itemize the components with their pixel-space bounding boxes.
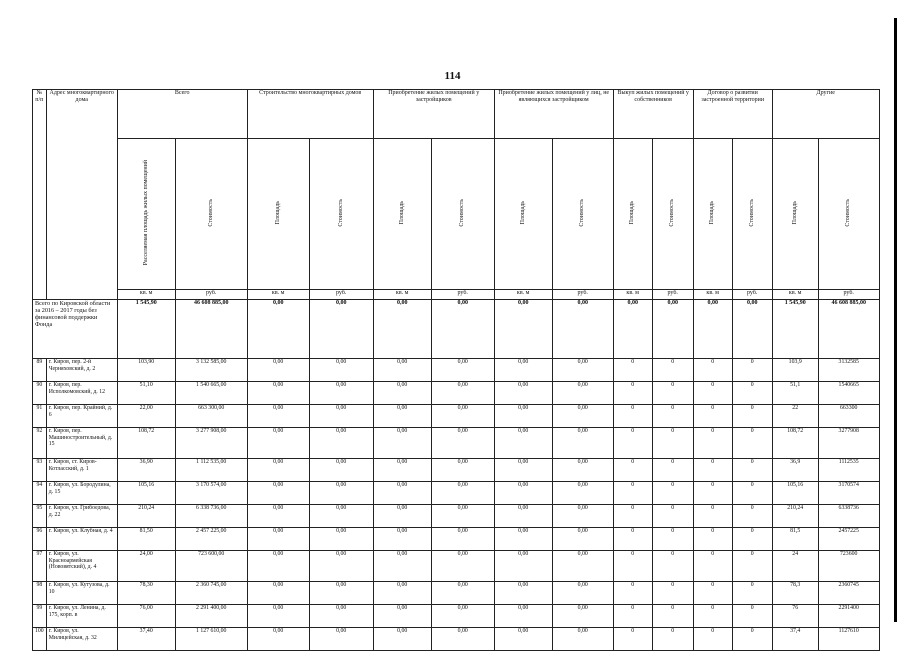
row-value: 0	[652, 459, 693, 482]
row-value: 0,00	[431, 605, 494, 628]
total-value: 0,00	[309, 300, 373, 359]
row-value: 663 300,00	[175, 405, 247, 428]
total-value: 0,00	[552, 300, 613, 359]
row-value: 0,00	[247, 482, 309, 505]
total-value: 1 545,90	[117, 300, 175, 359]
unit-rub: руб.	[552, 290, 613, 300]
row-address: г. Киров, ст. Киров-Котласский, д. 1	[46, 459, 117, 482]
row-value: 2 360 745,00	[175, 582, 247, 605]
row-number: 90	[33, 382, 47, 405]
row-value: 81,50	[117, 528, 175, 551]
row-value: 0,00	[494, 551, 552, 582]
row-value: 0,00	[373, 628, 431, 651]
row-address: г. Киров, пер. Машиностроительный, д. 15	[46, 428, 117, 459]
row-value: 24,00	[117, 551, 175, 582]
row-address: г. Киров, ул. Кутузова, д. 10	[46, 582, 117, 605]
row-value: 0	[693, 551, 732, 582]
row-value: 0,00	[494, 382, 552, 405]
row-value: 1112535	[818, 459, 879, 482]
subheader-area: Площадь	[398, 200, 405, 225]
header-row-units	[33, 290, 880, 300]
total-value: 46 608 885,00	[175, 300, 247, 359]
subheader-cost: Стоимость	[669, 198, 676, 227]
subheader-cost: Стоимость	[337, 198, 344, 227]
header-no: № п/п	[33, 90, 47, 300]
row-value: 2 457 225,00	[175, 528, 247, 551]
unit-rub: руб.	[732, 290, 772, 300]
row-value: 2360745	[818, 582, 879, 605]
row-value: 0	[613, 359, 652, 382]
row-value: 51,10	[117, 382, 175, 405]
row-address: г. Киров, ул. Грибоедова, д. 22	[46, 505, 117, 528]
row-value: 0	[693, 359, 732, 382]
row-value: 3170574	[818, 482, 879, 505]
row-value: 0,00	[431, 582, 494, 605]
row-value: 0,00	[309, 482, 373, 505]
table-row	[33, 459, 880, 482]
unit-area: кв. м	[117, 290, 175, 300]
row-value: 0,00	[309, 551, 373, 582]
row-value: 0	[613, 605, 652, 628]
unit-area: кв. м	[373, 290, 431, 300]
row-value: 0	[693, 528, 732, 551]
table-row	[33, 359, 880, 382]
row-value: 78,3	[772, 582, 818, 605]
row-value: 81,5	[772, 528, 818, 551]
subheader-cell	[732, 139, 772, 290]
row-value: 24	[772, 551, 818, 582]
subheader-cell	[431, 139, 494, 290]
subheader-cell	[309, 139, 373, 290]
table-row	[33, 528, 880, 551]
subheader-area: Площадь	[791, 200, 798, 225]
row-value: 0,00	[494, 605, 552, 628]
table-row	[33, 628, 880, 651]
row-value: 0	[613, 482, 652, 505]
row-number: 100	[33, 628, 47, 651]
row-number: 98	[33, 582, 47, 605]
row-number: 89	[33, 359, 47, 382]
header-address: Адрес многоквартирного дома	[46, 90, 117, 300]
unit-rub: руб.	[175, 290, 247, 300]
subheader-cell	[693, 139, 732, 290]
row-value: 0,00	[552, 605, 613, 628]
row-value: 2291400	[818, 605, 879, 628]
row-value: 105,16	[772, 482, 818, 505]
row-value: 663300	[818, 405, 879, 428]
row-value: 0,00	[373, 582, 431, 605]
row-value: 76,00	[117, 605, 175, 628]
row-value: 103,9	[772, 359, 818, 382]
row-value: 0,00	[552, 359, 613, 382]
row-value: 36,9	[772, 459, 818, 482]
row-value: 0,00	[431, 551, 494, 582]
row-value: 0	[652, 528, 693, 551]
subheader-cell	[652, 139, 693, 290]
row-value: 0,00	[552, 428, 613, 459]
page-number: 114	[444, 70, 461, 82]
row-number: 93	[33, 459, 47, 482]
table-row	[33, 605, 880, 628]
unit-rub: руб.	[431, 290, 494, 300]
row-address: г. Киров, пер. 2-й Черняховский, д. 2	[46, 359, 117, 382]
subheader-cost: Стоимость	[845, 198, 852, 227]
row-value: 0	[613, 582, 652, 605]
row-value: 0,00	[309, 628, 373, 651]
header-group-other: Другие	[772, 90, 879, 139]
row-value: 0	[693, 382, 732, 405]
row-value: 0,00	[494, 628, 552, 651]
subheader-cell	[247, 139, 309, 290]
row-value: 0,00	[309, 382, 373, 405]
row-value: 0	[732, 505, 772, 528]
header-group-total: Всего	[117, 90, 247, 139]
subheader-cost: Стоимость	[207, 198, 214, 227]
row-address: г. Киров, ул. Ленина, д. 175, корп. в	[46, 605, 117, 628]
row-value: 0,00	[431, 628, 494, 651]
row-value: 0	[693, 428, 732, 459]
table-row	[33, 505, 880, 528]
row-value: 0,00	[431, 482, 494, 505]
resettlement-table	[32, 89, 880, 651]
row-value: 0,00	[309, 359, 373, 382]
row-value: 0	[693, 605, 732, 628]
row-value: 3132585	[818, 359, 879, 382]
row-value: 3 132 585,00	[175, 359, 247, 382]
row-value: 0	[732, 582, 772, 605]
row-value: 210,24	[772, 505, 818, 528]
row-value: 76	[772, 605, 818, 628]
row-value: 1 127 610,00	[175, 628, 247, 651]
row-value: 0,00	[247, 628, 309, 651]
row-value: 0,00	[309, 505, 373, 528]
row-value: 723600	[818, 551, 879, 582]
row-value: 0,00	[247, 505, 309, 528]
row-value: 3 277 908,00	[175, 428, 247, 459]
row-value: 0,00	[552, 628, 613, 651]
row-number: 91	[33, 405, 47, 428]
header-group-buyout: Выкуп жилых помещений у собственников	[613, 90, 693, 139]
row-value: 0	[732, 605, 772, 628]
row-value: 0,00	[373, 505, 431, 528]
row-value: 0	[652, 551, 693, 582]
row-value: 0,00	[431, 382, 494, 405]
row-value: 0,00	[431, 359, 494, 382]
row-value: 210,24	[117, 505, 175, 528]
header-row-groups	[33, 90, 880, 139]
row-value: 0,00	[552, 551, 613, 582]
row-number: 92	[33, 428, 47, 459]
row-value: 0,00	[552, 505, 613, 528]
row-number: 99	[33, 605, 47, 628]
unit-area: кв. м	[772, 290, 818, 300]
total-value: 1 545,90	[772, 300, 818, 359]
row-value: 0	[693, 505, 732, 528]
row-value: 0	[693, 459, 732, 482]
row-value: 0	[652, 505, 693, 528]
row-value: 0,00	[494, 459, 552, 482]
row-number: 97	[33, 551, 47, 582]
total-value: 0,00	[373, 300, 431, 359]
row-value: 0	[613, 405, 652, 428]
row-value: 0,00	[247, 528, 309, 551]
row-value: 0	[613, 459, 652, 482]
row-value: 0,00	[247, 382, 309, 405]
row-address: г. Киров, пер. Исполкомовский, д. 12	[46, 382, 117, 405]
table-row	[33, 382, 880, 405]
row-value: 0,00	[494, 528, 552, 551]
row-value: 0,00	[431, 459, 494, 482]
total-value: 46 608 885,00	[818, 300, 879, 359]
row-value: 1 112 535,00	[175, 459, 247, 482]
total-label: Всего по Кировской области за 2016 – 2017 годы без финансовой поддержки Фонда	[33, 300, 118, 359]
row-value: 1540665	[818, 382, 879, 405]
data-rows	[33, 359, 880, 651]
row-value: 0	[613, 428, 652, 459]
row-value: 0,00	[494, 359, 552, 382]
row-value: 0,00	[431, 505, 494, 528]
row-value: 723 600,00	[175, 551, 247, 582]
unit-area: кв. м	[613, 290, 652, 300]
row-value: 51,1	[772, 382, 818, 405]
row-value: 0	[652, 428, 693, 459]
row-value: 6338736	[818, 505, 879, 528]
row-value: 103,90	[117, 359, 175, 382]
row-value: 0,00	[373, 482, 431, 505]
row-address: г. Киров, ул. Бородулина, д. 15	[46, 482, 117, 505]
table-row	[33, 482, 880, 505]
row-value: 37,40	[117, 628, 175, 651]
row-value: 2457225	[818, 528, 879, 551]
row-value: 0	[693, 582, 732, 605]
row-value: 0,00	[494, 405, 552, 428]
header-group-development-contract: Договор о развитии застроенной территории	[693, 90, 772, 139]
row-value: 2 291 400,00	[175, 605, 247, 628]
row-value: 0,00	[494, 482, 552, 505]
row-value: 0,00	[431, 405, 494, 428]
total-value: 0,00	[613, 300, 652, 359]
row-value: 0,00	[494, 505, 552, 528]
total-value: 0,00	[652, 300, 693, 359]
row-number: 94	[33, 482, 47, 505]
subheader-area: Площадь	[709, 200, 716, 225]
unit-rub: руб.	[652, 290, 693, 300]
subheader-resettled-area: Расселяемая площадь жилых помещений	[142, 159, 149, 266]
row-value: 0,00	[552, 582, 613, 605]
row-value: 22	[772, 405, 818, 428]
row-value: 0,00	[552, 482, 613, 505]
row-value: 0	[732, 359, 772, 382]
page-edge-rule	[894, 18, 897, 622]
row-value: 0	[613, 628, 652, 651]
row-value: 0	[732, 628, 772, 651]
row-value: 0,00	[373, 382, 431, 405]
subheader-cell	[772, 139, 818, 290]
header-group-construction: Строительство многоквартирных домов	[247, 90, 373, 139]
row-value: 0,00	[247, 605, 309, 628]
row-value: 0,00	[552, 459, 613, 482]
row-value: 0	[652, 482, 693, 505]
total-row	[33, 300, 880, 359]
subheader-cell	[373, 139, 431, 290]
row-value: 0,00	[309, 528, 373, 551]
table-row	[33, 551, 880, 582]
row-value: 0	[732, 428, 772, 459]
subheader-cost: Стоимость	[459, 198, 466, 227]
total-value: 0,00	[732, 300, 772, 359]
row-value: 78,30	[117, 582, 175, 605]
row-value: 3277908	[818, 428, 879, 459]
row-value: 0,00	[431, 428, 494, 459]
row-number: 95	[33, 505, 47, 528]
row-value: 0,00	[552, 528, 613, 551]
row-number: 96	[33, 528, 47, 551]
row-value: 0	[732, 405, 772, 428]
table-row	[33, 582, 880, 605]
row-value: 0	[732, 459, 772, 482]
unit-area: кв. м	[494, 290, 552, 300]
subheader-cell	[818, 139, 879, 290]
row-value: 0	[732, 482, 772, 505]
row-address: г. Киров, пер. Крайний, д. 6	[46, 405, 117, 428]
row-value: 1127610	[818, 628, 879, 651]
unit-area: кв. м	[247, 290, 309, 300]
table-row	[33, 428, 880, 459]
subheader-area: Площадь	[629, 200, 636, 225]
row-value: 0,00	[373, 359, 431, 382]
subheader-cell	[613, 139, 652, 290]
subheader-cell	[175, 139, 247, 290]
row-value: 0	[693, 482, 732, 505]
row-address: г. Киров, ул. Клубная, д. 4	[46, 528, 117, 551]
header-group-non-developers: Приобретение жилых помещений у лиц, не являющихся застройщиком	[494, 90, 613, 139]
total-value: 0,00	[494, 300, 552, 359]
row-address: г. Киров, ул. Красноармейская (Нововятский), д. 4	[46, 551, 117, 582]
row-value: 0	[652, 359, 693, 382]
row-value: 0,00	[309, 459, 373, 482]
row-value: 0,00	[309, 582, 373, 605]
header-group-developers: Приобретение жилых помещений у застройщиков	[373, 90, 494, 139]
row-value: 108,72	[772, 428, 818, 459]
subheader-cell	[117, 139, 175, 290]
row-value: 0	[613, 505, 652, 528]
subheader-cell	[552, 139, 613, 290]
row-value: 0,00	[373, 428, 431, 459]
row-value: 0,00	[431, 528, 494, 551]
row-value: 0	[693, 628, 732, 651]
row-address: г. Киров, ул. Милицейская, д. 32	[46, 628, 117, 651]
subheader-cost: Стоимость	[579, 198, 586, 227]
row-value: 0	[732, 382, 772, 405]
row-value: 0	[613, 551, 652, 582]
row-value: 0	[613, 528, 652, 551]
row-value: 105,16	[117, 482, 175, 505]
row-value: 0,00	[373, 405, 431, 428]
row-value: 36,90	[117, 459, 175, 482]
row-value: 0,00	[247, 551, 309, 582]
row-value: 0	[613, 382, 652, 405]
row-value: 0,00	[309, 605, 373, 628]
row-value: 0	[732, 528, 772, 551]
row-value: 0,00	[309, 405, 373, 428]
row-value: 0	[732, 551, 772, 582]
row-value: 0,00	[373, 605, 431, 628]
subheader-area: Площадь	[274, 200, 281, 225]
header-row-subcolumns	[33, 139, 880, 290]
unit-area: кв. м	[693, 290, 732, 300]
subheader-cell	[494, 139, 552, 290]
row-value: 0,00	[247, 405, 309, 428]
row-value: 108,72	[117, 428, 175, 459]
subheader-area: Площадь	[519, 200, 526, 225]
row-value: 0,00	[494, 428, 552, 459]
row-value: 22,00	[117, 405, 175, 428]
row-value: 0	[693, 405, 732, 428]
row-value: 0	[652, 605, 693, 628]
row-value: 0,00	[247, 582, 309, 605]
row-value: 3 170 574,00	[175, 482, 247, 505]
total-value: 0,00	[247, 300, 309, 359]
row-value: 0,00	[552, 382, 613, 405]
row-value: 6 338 736,00	[175, 505, 247, 528]
row-value: 0,00	[247, 359, 309, 382]
row-value: 0,00	[373, 528, 431, 551]
row-value: 0	[652, 628, 693, 651]
row-value: 0,00	[373, 551, 431, 582]
row-value: 1 540 665,00	[175, 382, 247, 405]
row-value: 0,00	[373, 459, 431, 482]
row-value: 37,4	[772, 628, 818, 651]
total-value: 0,00	[693, 300, 732, 359]
table-row	[33, 405, 880, 428]
row-value: 0	[652, 405, 693, 428]
row-value: 0	[652, 382, 693, 405]
unit-rub: руб.	[818, 290, 879, 300]
unit-rub: руб.	[309, 290, 373, 300]
total-value: 0,00	[431, 300, 494, 359]
row-value: 0	[652, 582, 693, 605]
row-value: 0,00	[247, 428, 309, 459]
row-value: 0,00	[309, 428, 373, 459]
row-value: 0,00	[552, 405, 613, 428]
subheader-cost: Стоимость	[748, 198, 755, 227]
row-value: 0,00	[494, 582, 552, 605]
row-value: 0,00	[247, 459, 309, 482]
